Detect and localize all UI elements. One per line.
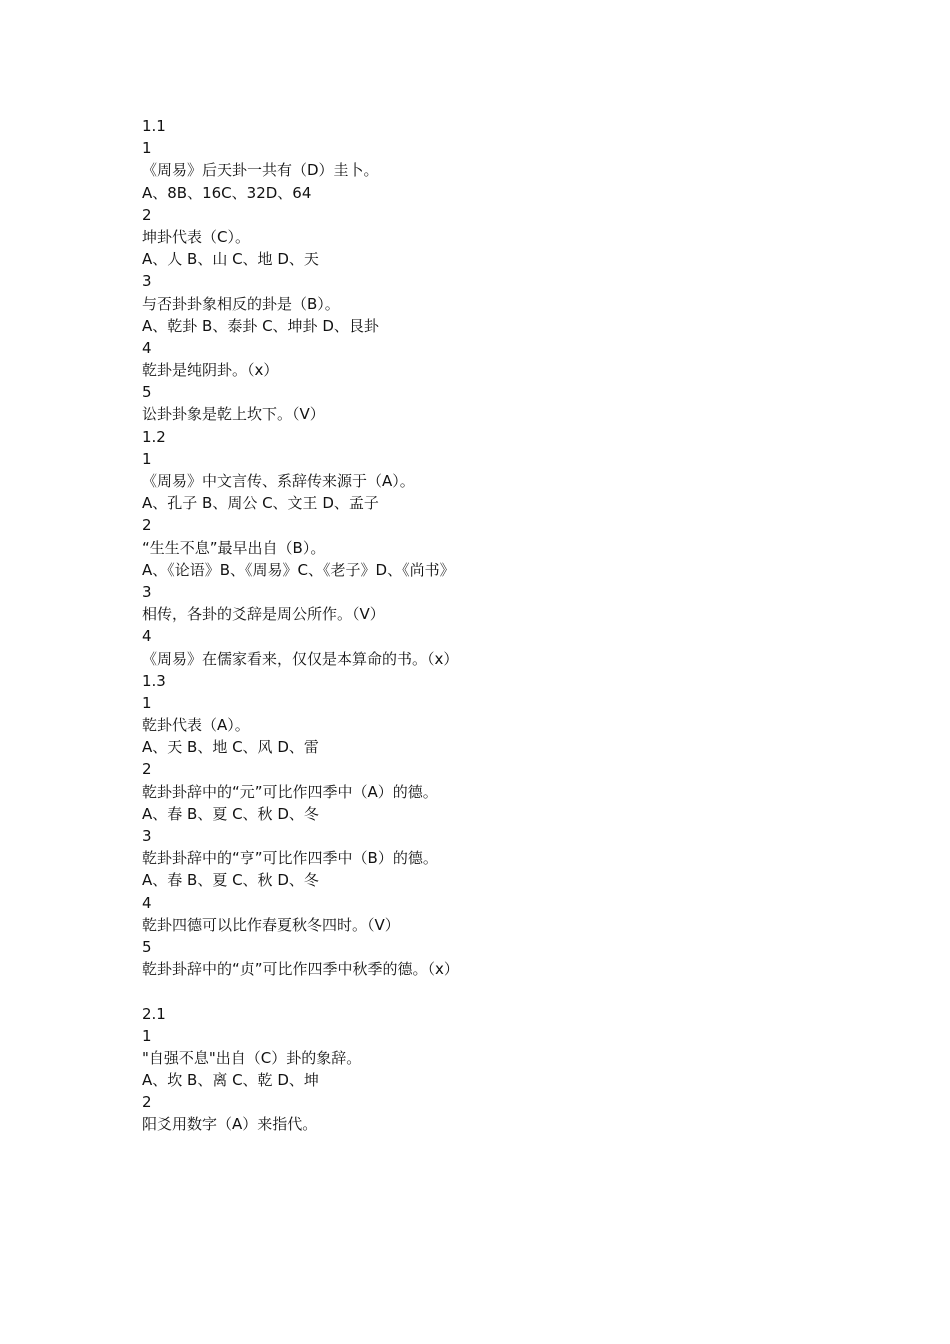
question-text: 《周易》在儒家看来，仅仅是本算命的书。（x） [142,649,459,668]
question-text: 讼卦卦象是乾上坎下。（V） [142,405,325,424]
question-number: 3 [142,272,152,291]
question-text: 与否卦卦象相反的卦是（B）。 [142,294,340,313]
question-number: 2 [142,1093,152,1112]
question-number: 4 [142,627,152,646]
question-number: 3 [142,582,152,601]
section-heading: 1.2 [142,427,166,446]
question-number: 2 [142,760,152,779]
document-body [142,115,842,1136]
question-text: 坤卦代表（C）。 [142,227,250,246]
question-number: 4 [142,338,152,357]
question-number: 2 [142,516,152,535]
answer-options: A、春 B、夏 C、秋 D、冬 [142,804,319,823]
answer-options: A、春 B、夏 C、秋 D、冬 [142,871,319,890]
question-number: 1 [142,1026,152,1045]
blank-line [142,980,842,1002]
question-text: 乾卦四德可以比作春夏秋冬四时。（V） [142,915,400,934]
question-text: 相传，各卦的爻辞是周公所作。（V） [142,605,385,624]
section-heading: 2.1 [142,1004,166,1023]
question-text: 乾卦卦辞中的“贞”可比作四季中秋季的德。（x） [142,960,459,979]
question-number: 3 [142,827,152,845]
answer-options: A、8B、16C、32D、64 [142,183,312,202]
section-heading: 1.1 [142,117,166,135]
question-number: 5 [142,383,152,402]
section-heading: 1.3 [142,671,166,690]
answer-options: A、坎 B、离 C、乾 D、坤 [142,1071,319,1090]
question-text: 《周易》中文言传、系辞传来源于（A）。 [142,472,415,490]
question-text: 阳爻用数字（A）来指代。 [142,1115,318,1134]
question-text: "自强不息"出自（C）卦的象辞。 [142,1048,362,1067]
question-number: 1 [142,139,152,158]
question-number: 1 [142,693,152,712]
answer-options: A、人 B、山 C、地 D、天 [142,250,319,269]
question-number: 5 [142,937,152,956]
question-text: 乾卦是纯阴卦。（x） [142,361,279,380]
answer-options: A、天 B、地 C、风 D、雷 [142,738,319,757]
question-text: 乾卦卦辞中的“亨”可比作四季中（B）的德。 [142,849,438,868]
question-number: 1 [142,449,152,468]
question-number: 4 [142,893,152,912]
question-text: 乾卦卦辞中的“元”可比作四季中（A）的德。 [142,782,438,801]
question-number: 2 [142,205,152,224]
answer-options: A、乾卦 B、泰卦 C、坤卦 D、艮卦 [142,316,379,335]
answer-options: A、孔子 B、周公 C、文王 D、孟子 [142,494,379,513]
question-text: 乾卦代表（A）。 [142,716,250,735]
question-text: 《周易》后天卦一共有（D）圭卜。 [142,161,379,180]
answer-options: A、《论语》B、《周易》C、《老子》D、《尚书》 [142,560,455,579]
question-text: “生生不息”最早出自（B）。 [142,538,326,557]
